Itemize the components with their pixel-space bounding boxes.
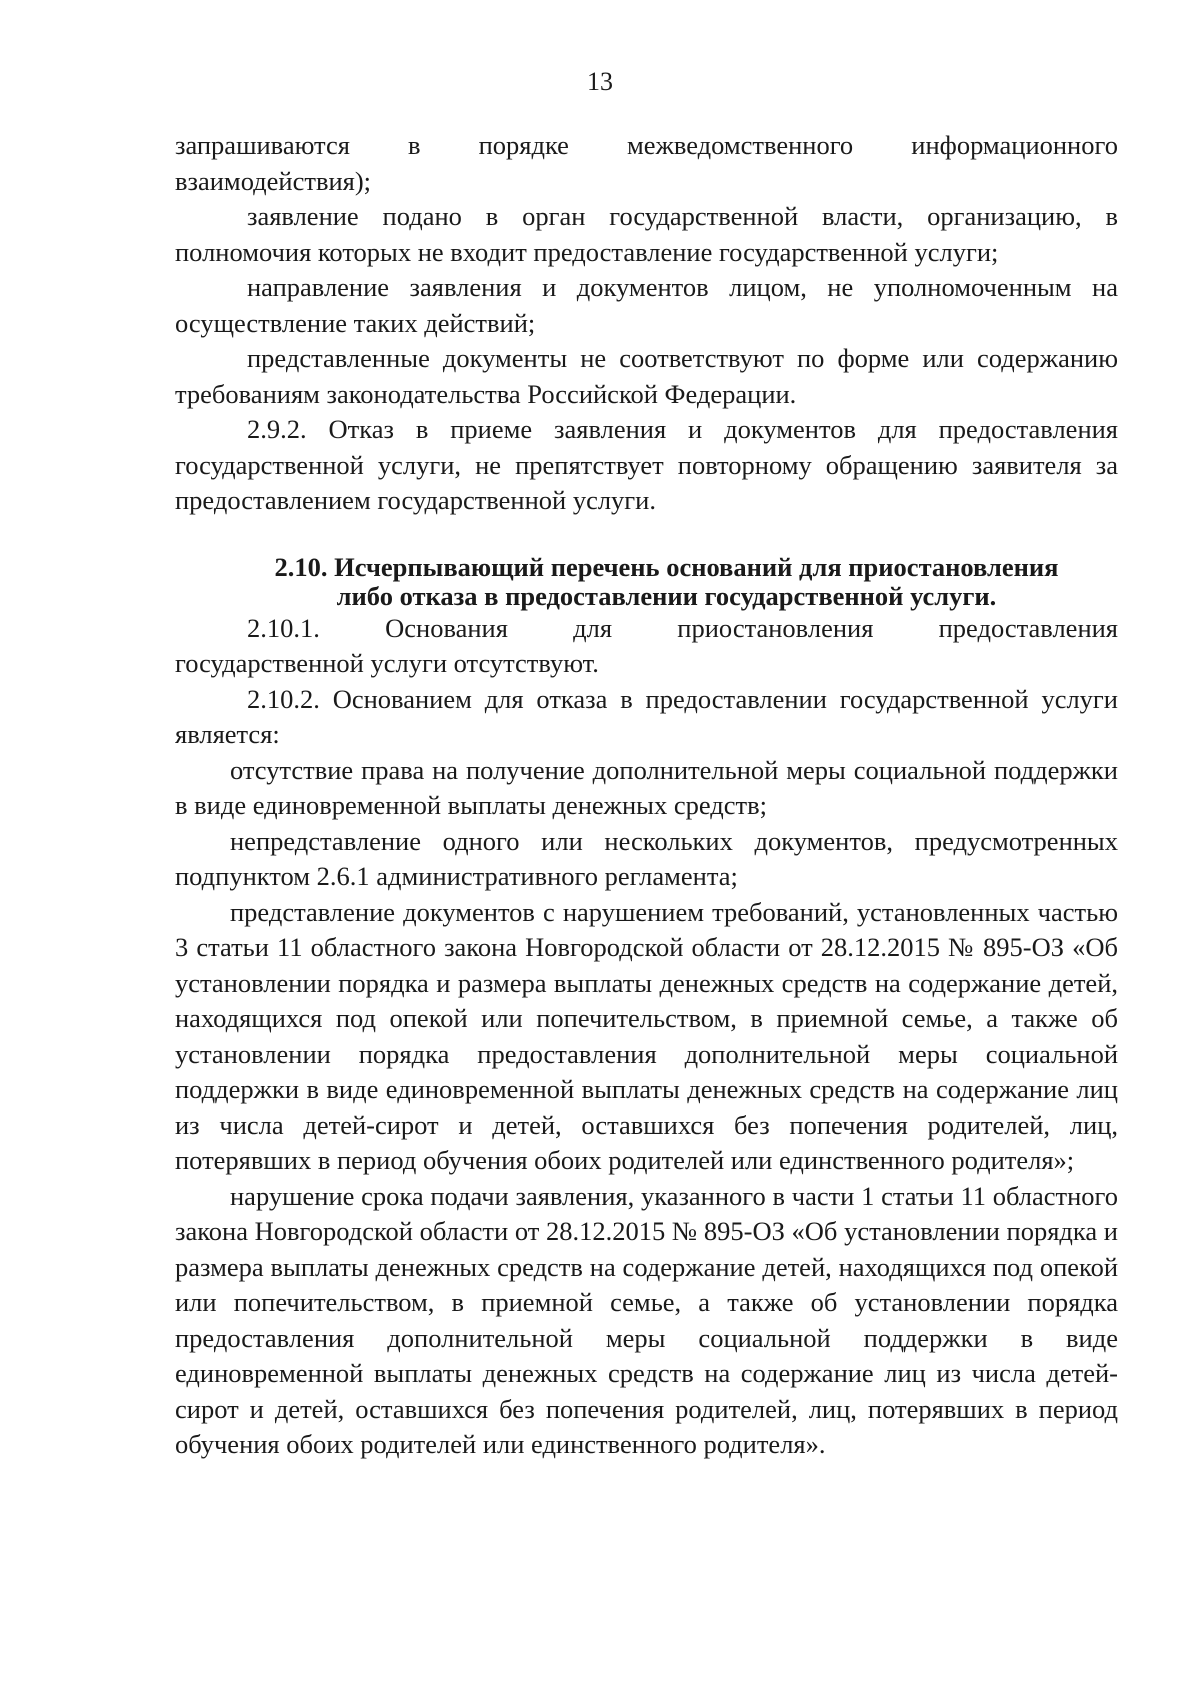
heading-line: 2.10. Исчерпывающий перечень оснований для приостановления	[274, 551, 1059, 582]
paragraph: представление документов с нарушением требований, установленных частью 3 статьи 11 областного закона Новгородской области от 28.12.2015 № 895-ОЗ «Об установлении порядка и размера выплаты денежных средств на содержание детей, находящихся под опекой или попечительством, в приемной семье, а также об установлении порядка предоставления дополнительной меры социальной поддержки в виде единовременной выплаты денежных средств на содержание лиц из числа детей-сирот и детей, оставшихся без попечения родителей, лиц, потерявших в период обучения обоих родителей или единственного родителя»;	[175, 896, 1118, 1175]
paragraph: 2.9.2. Отказ в приеме заявления и документов для предоставления государственной услуги, не препятствует повторному обращению заявителя за предоставлением государственной услуги.	[175, 414, 1118, 515]
word: информационного	[911, 130, 1118, 160]
word: в	[407, 130, 421, 160]
paragraph-continuation: государственной услуги отсутствуют.	[175, 648, 599, 678]
paragraph: представленные документы не соответствуют по форме или содержанию требованиям законодательства Российской Федерации.	[175, 343, 1118, 409]
paragraph: заявление подано в орган государственной власти, организацию, в полномочия которых не входит предоставление государственной услуги;	[175, 201, 1118, 267]
paragraph: направление заявления и документов лицом, не уполномоченным на осуществление таких действий;	[175, 272, 1118, 338]
paragraph: отсутствие права на получение дополнительной меры социальной поддержки в виде единовременной выплаты денежных средств;	[175, 754, 1118, 820]
word: предоставления	[938, 612, 1118, 643]
word: Основания	[385, 612, 508, 643]
paragraph-line	[175, 611, 1118, 647]
document-body	[175, 128, 1118, 1463]
word: запрашиваются	[175, 130, 350, 160]
word: для	[573, 612, 613, 643]
word: 2.10.1.	[247, 612, 320, 643]
paragraph-continuation: взаимодействия);	[175, 165, 372, 196]
word: приостановления	[677, 612, 874, 643]
word: межведомственного	[627, 130, 854, 160]
paragraph: непредставление одного или нескольких документов, предусмотренных подпунктом 2.6.1 административного регламента;	[175, 825, 1118, 891]
paragraph-line	[175, 128, 1118, 164]
paragraph: 2.10.2. Основанием для отказа в предоставлении государственной услуги является:	[175, 683, 1118, 749]
paragraph: нарушение срока подачи заявления, указанного в части 1 статьи 11 областного закона Новгородской области от 28.12.2015 № 895-ОЗ «Об установлении порядка и размера выплаты денежных средств на содержание детей, находящихся под опекой или попечительством, в приемной семье, а также об установлении порядка предоставления дополнительной меры социальной поддержки в виде единовременной выплаты денежных средств на содержание лиц из числа детей-сирот и детей, оставшихся без попечения родителей, лиц, потерявших в период обучения обоих родителей или единственного родителя».	[175, 1180, 1118, 1459]
word: порядке	[478, 130, 569, 160]
heading-line: либо отказа в предоставлении государственной услуги.	[336, 580, 997, 611]
page-number: 13	[587, 67, 613, 96]
section-heading	[175, 553, 1118, 611]
